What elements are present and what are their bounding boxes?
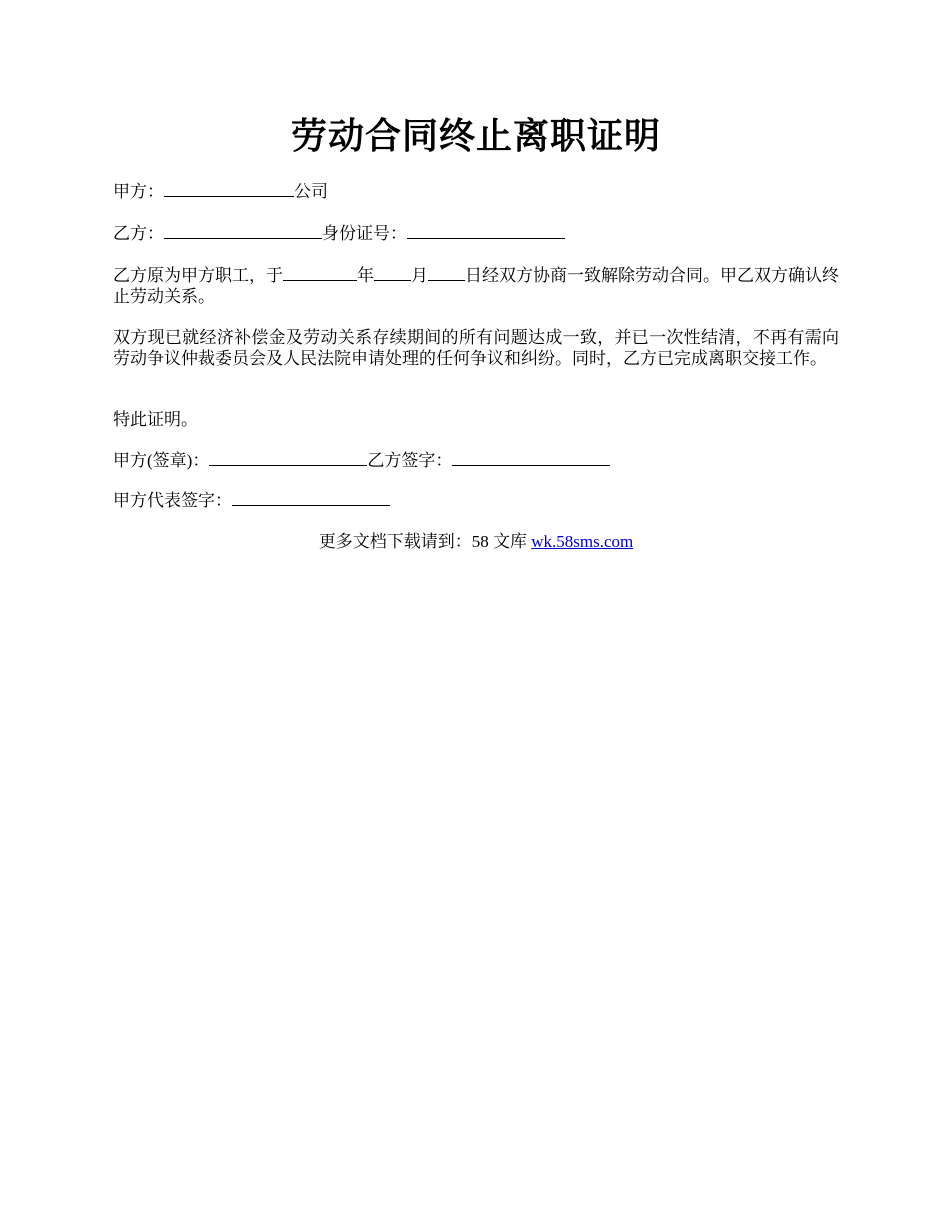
para1-year: 年 bbox=[357, 266, 374, 285]
paragraph-certify: 特此证明。 bbox=[113, 410, 198, 429]
paragraph-settlement: 双方现已就经济补偿金及劳动关系存续期间的所有问题达成一致，并已一次性结清，不再有需向劳动争议仲裁委员会及人民法院申请处理的任何争议和纠纷。同时，乙方已完成离职交接工作。 bbox=[113, 328, 839, 368]
rep-label: 甲方代表签字： bbox=[113, 491, 232, 510]
party-a-suffix: 公司 bbox=[294, 182, 328, 201]
para1-month: 月 bbox=[411, 266, 428, 285]
party-b-blank[interactable] bbox=[164, 223, 322, 239]
footer-link[interactable]: wk.58sms.com bbox=[531, 532, 634, 551]
rep-blank[interactable] bbox=[232, 490, 390, 506]
representative-line bbox=[113, 490, 839, 511]
id-number-blank[interactable] bbox=[407, 223, 565, 239]
year-blank[interactable] bbox=[283, 265, 357, 281]
para1-prefix: 乙方原为甲方职工，于 bbox=[113, 266, 283, 285]
party-a-blank[interactable] bbox=[164, 181, 294, 197]
party-b-line bbox=[113, 223, 839, 244]
paragraph-termination bbox=[113, 265, 839, 307]
signature-line bbox=[113, 450, 839, 471]
sign-b-blank[interactable] bbox=[452, 450, 610, 466]
footer-text: 更多文档下载请到：58 文库 bbox=[318, 532, 532, 551]
document-title: 劳动合同终止离职证明 bbox=[290, 116, 661, 156]
sign-a-label: 甲方(签章)： bbox=[113, 451, 210, 470]
footer bbox=[113, 531, 839, 552]
id-label: 身份证号： bbox=[322, 224, 407, 243]
day-blank[interactable] bbox=[428, 265, 465, 281]
party-a-label: 甲方： bbox=[113, 182, 164, 201]
sign-b-label: 乙方签字： bbox=[367, 451, 453, 470]
month-blank[interactable] bbox=[374, 265, 411, 281]
para1-rest: 日经双方协商一致解除劳动合同。甲乙双方确认终止劳动关系。 bbox=[113, 266, 839, 306]
party-a-line bbox=[113, 181, 839, 202]
sign-a-blank[interactable] bbox=[209, 450, 367, 466]
party-b-label: 乙方： bbox=[113, 224, 164, 243]
